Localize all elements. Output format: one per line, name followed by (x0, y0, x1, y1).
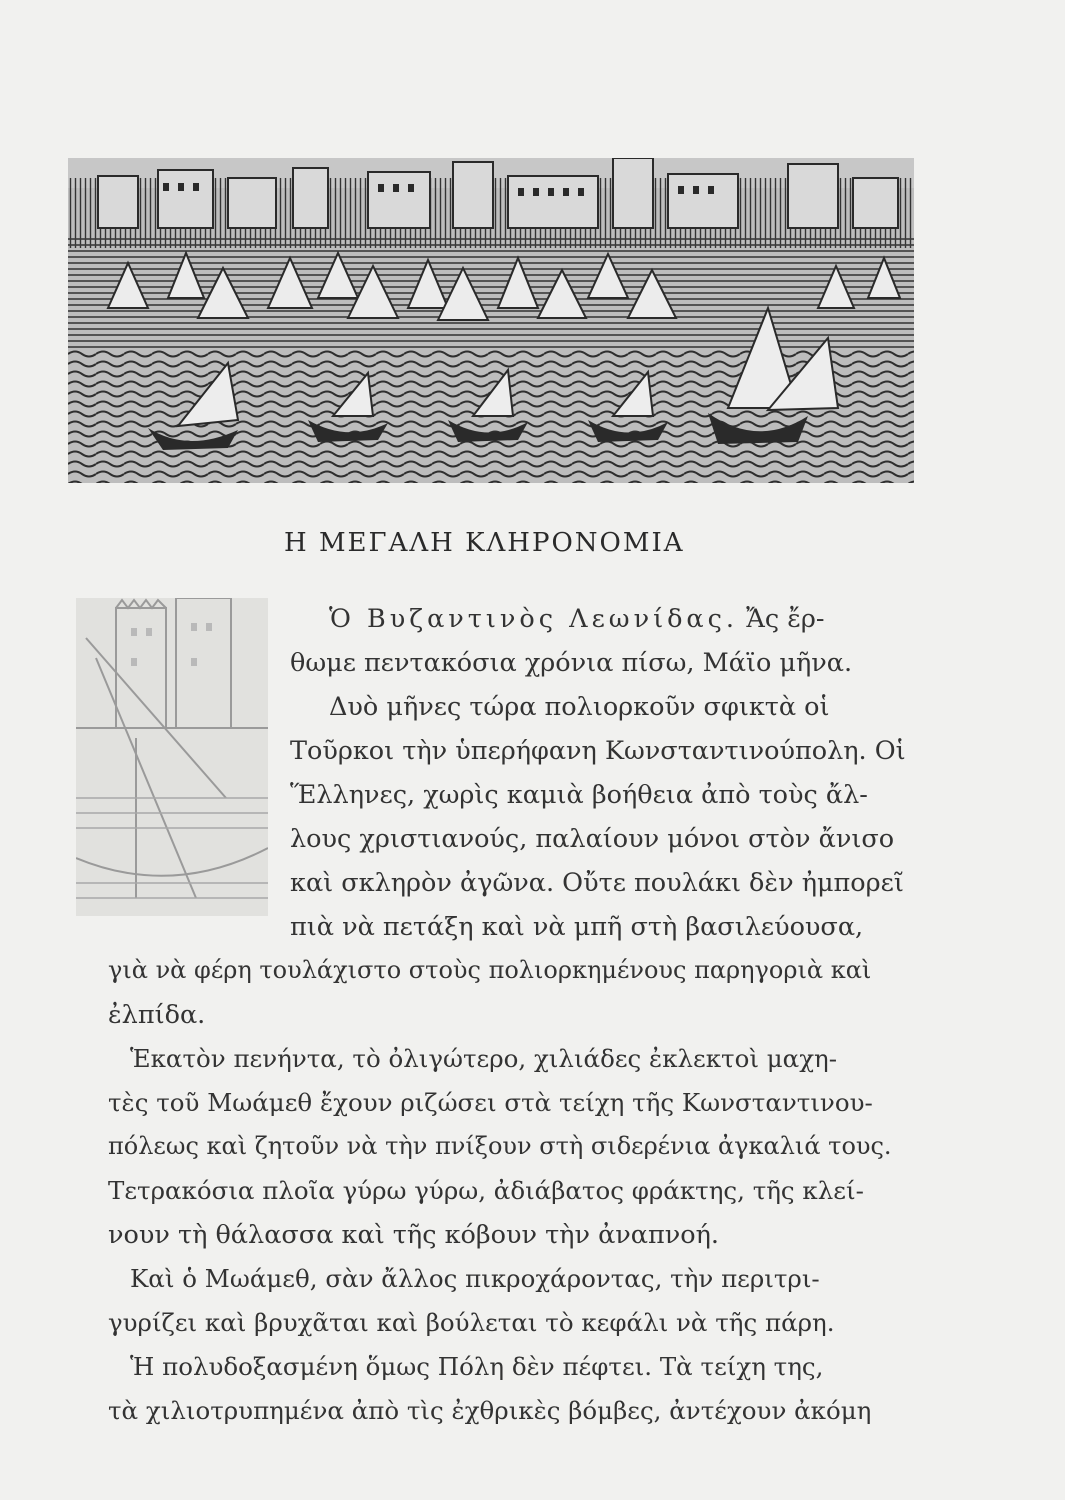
text-line: νουν τὴ θάλασσα καὶ τῆς κόβουν τὴν ἀναπνοή. (108, 1220, 720, 1250)
side-vignette-illustration (76, 598, 268, 916)
text-line: τὲς τοῦ Μωάμεθ ἔχουν ριζώσει στὰ τείχη τῆς Κωνσταντινου- (108, 1088, 873, 1117)
header-woodcut-illustration (68, 158, 914, 483)
text-line: πόλεως καὶ ζητοῦν νὰ τὴν πνίξουν στὴ σιδερένια ἀγκαλιά τους. (108, 1132, 892, 1160)
text-line: γυρίζει καὶ βρυχᾶται καὶ βούλεται τὸ κεφάλι νὰ τῆς πάρη. (108, 1308, 835, 1337)
text-line: Ἑκατὸν πενήντα, τὸ ὀλιγώτερο, χιλιάδες ἐκλεκτοὶ μαχη- (130, 1044, 838, 1073)
text-line: τὰ χιλιοτρυπημένα ἀπὸ τὶς ἐχθρικὲς βόμβες, ἀντέχουν ἀκόμη (108, 1396, 872, 1425)
text-line: λους χριστιανούς, παλαίουν μόνοι στὸν ἄνισο (290, 824, 895, 854)
text-line: Τοῦρκοι τὴν ὑπερήφανη Κωνσταντινούπολη. Οἱ (290, 736, 906, 766)
chapter-title: Η ΜΕΓΑΛΗ ΚΛΗΡΟΝΟΜΙΑ (284, 528, 685, 558)
text-line: Τετρακόσια πλοῖα γύρω γύρω, ἀδιάβατος φράκτης, τῆς κλεί- (108, 1176, 864, 1205)
text-line: πιὰ νὰ πετάξη καὶ νὰ μπῆ στὴ βασιλεύουσα, (290, 912, 864, 942)
text-line-1 (329, 604, 825, 634)
text-line: Καὶ ὁ Μωάμεθ, σὰν ἄλλος πικροχάροντας, τὴν περιτρι- (130, 1264, 820, 1293)
section-heading: Ὁ Βυζαντινὸς Λεωνίδας. (329, 604, 739, 634)
text-line: καὶ σκληρὸν ἀγῶνα. Οὔτε πουλάκι δὲν ἠμπορεῖ (290, 868, 904, 898)
text-line: Ἡ πολυδοξασμένη ὅμως Πόλη δὲν πέφτει. Τὰ τείχη της, (130, 1352, 824, 1381)
text-line: ἐλπίδα. (108, 1000, 206, 1030)
text-line: θωμε πεντακόσια χρόνια πίσω, Μάϊο μῆνα. (290, 648, 853, 678)
text-line: γιὰ νὰ φέρη τουλάχιστο στοὺς πολιορκημένους παρηγοριὰ καὶ (108, 956, 872, 984)
text-line: Ἕλληνες, χωρὶς καμιὰ βοήθεια ἀπὸ τοὺς ἄλ- (290, 780, 868, 810)
text-line: Δυὸ μῆνες τώρα πολιορκοῦν σφικτὰ οἱ (329, 692, 830, 722)
text-line-1-rest: Ἄς ἔρ- (738, 604, 825, 634)
